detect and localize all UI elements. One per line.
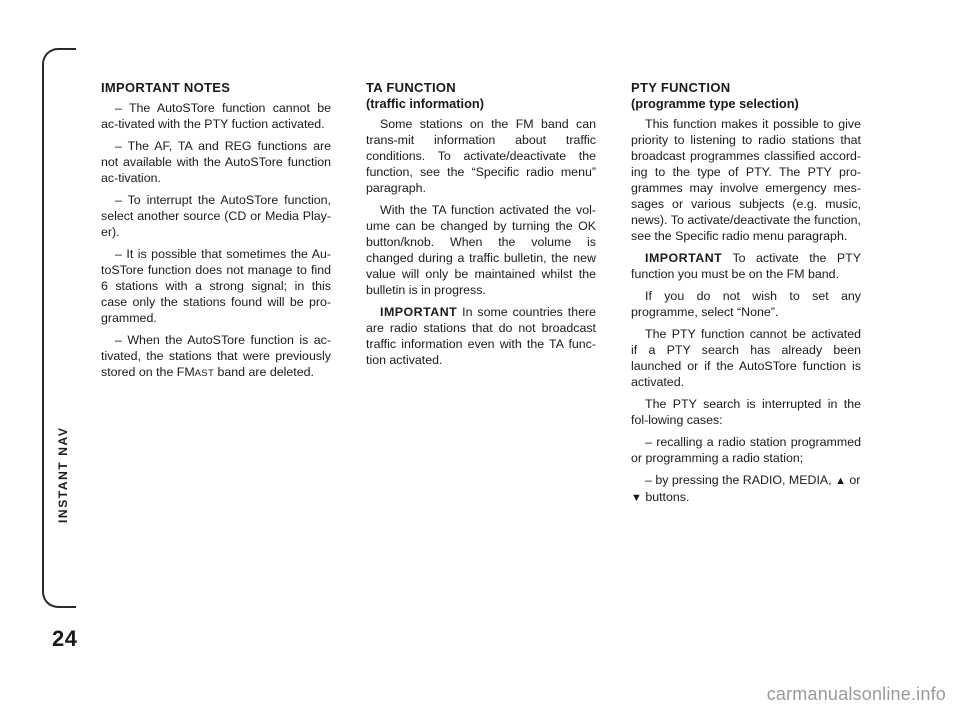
- pty-text: – by pressing the RADIO, MEDIA,: [645, 473, 836, 487]
- note-paragraph: – The AF, TA and REG functions are not available with the AutoSTore function ac-tivation.: [101, 139, 331, 185]
- column-important-notes: [101, 80, 331, 388]
- fm-ast-suffix: AST: [194, 368, 215, 379]
- column-pty-function: [631, 80, 861, 512]
- pty-paragraph: The PTY search is interrupted in the fol-lowing cases:: [631, 397, 861, 427]
- pty-text: To activate the PTY function you must be on the FM band.: [631, 251, 861, 281]
- ta-text: In some countries there are radio stations that do not broadcast traffic information even with the TA func-tion activated.: [366, 305, 596, 367]
- note-paragraph: – The AutoSTore function cannot be ac-tivated with the PTY fuction activated.: [101, 101, 331, 131]
- note-paragraph: – To interrupt the AutoSTore function, select another source (CD or Media Play-er).: [101, 193, 331, 239]
- ta-paragraph: With the TA function activated the vol-ume can be changed by turning the OK button/knob. When the volume is changed during a traffic bulletin, the new value will only be maintained whilst the bulletin is in progress.: [366, 203, 596, 297]
- heading-important-notes: IMPORTANT NOTES: [101, 80, 231, 95]
- down-arrow-icon: ▼: [631, 492, 642, 504]
- note-paragraph: [101, 332, 331, 382]
- section-side-label: INSTANT NAV: [56, 426, 70, 524]
- subheading-traffic-information: (traffic information): [366, 96, 485, 111]
- pty-text: or: [845, 473, 861, 487]
- note-paragraph: – It is possible that sometimes the Au-toSTore function does not manage to find 6 stations with a strong signal; in this case only the stations found will be pro-grammed.: [101, 247, 331, 325]
- up-arrow-icon: ▲: [835, 475, 846, 487]
- subheading-programme-type-selection: (programme type selection): [631, 96, 799, 111]
- heading-ta-function: TA FUNCTION: [366, 80, 456, 95]
- pty-paragraph: [631, 250, 861, 282]
- note-text: band are deleted.: [214, 365, 314, 379]
- important-label: IMPORTANT: [380, 305, 458, 319]
- important-label: IMPORTANT: [645, 251, 723, 265]
- ta-paragraph: Some stations on the FM band can trans-mit information about traffic conditions. To activate/deactivate the function, see the “Specific radio menu” paragraph.: [366, 117, 596, 195]
- column-ta-function: [366, 80, 596, 374]
- pty-paragraph: The PTY function cannot be activated if a PTY search has already been launched or if the AutoSTore function is activated.: [631, 327, 861, 389]
- ta-paragraph: [366, 304, 596, 368]
- pty-paragraph: This function makes it possible to give priority to listening to radio stations that broadcast programmes classified accord-ing to the type of PTY. The PTY pro-grammes may involve emergency mes-sages or various subjects (e.g. music, news). To activate/deactivate the function, see the Specific radio menu paragraph.: [631, 117, 861, 243]
- heading-pty-function: PTY FUNCTION: [631, 80, 731, 95]
- note-text: – When the AutoSTore function is ac-tivated, the stations that were previously stored on the FM: [101, 333, 331, 379]
- pty-paragraph: [631, 472, 861, 506]
- pty-paragraph: If you do not wish to set any programme, select “None”.: [631, 289, 861, 319]
- watermark: carmanualsonline.info: [766, 684, 946, 704]
- pty-paragraph: – recalling a radio station programmed or programming a radio station;: [631, 435, 861, 465]
- page-number: 24: [52, 626, 78, 651]
- pty-text: buttons.: [641, 490, 690, 504]
